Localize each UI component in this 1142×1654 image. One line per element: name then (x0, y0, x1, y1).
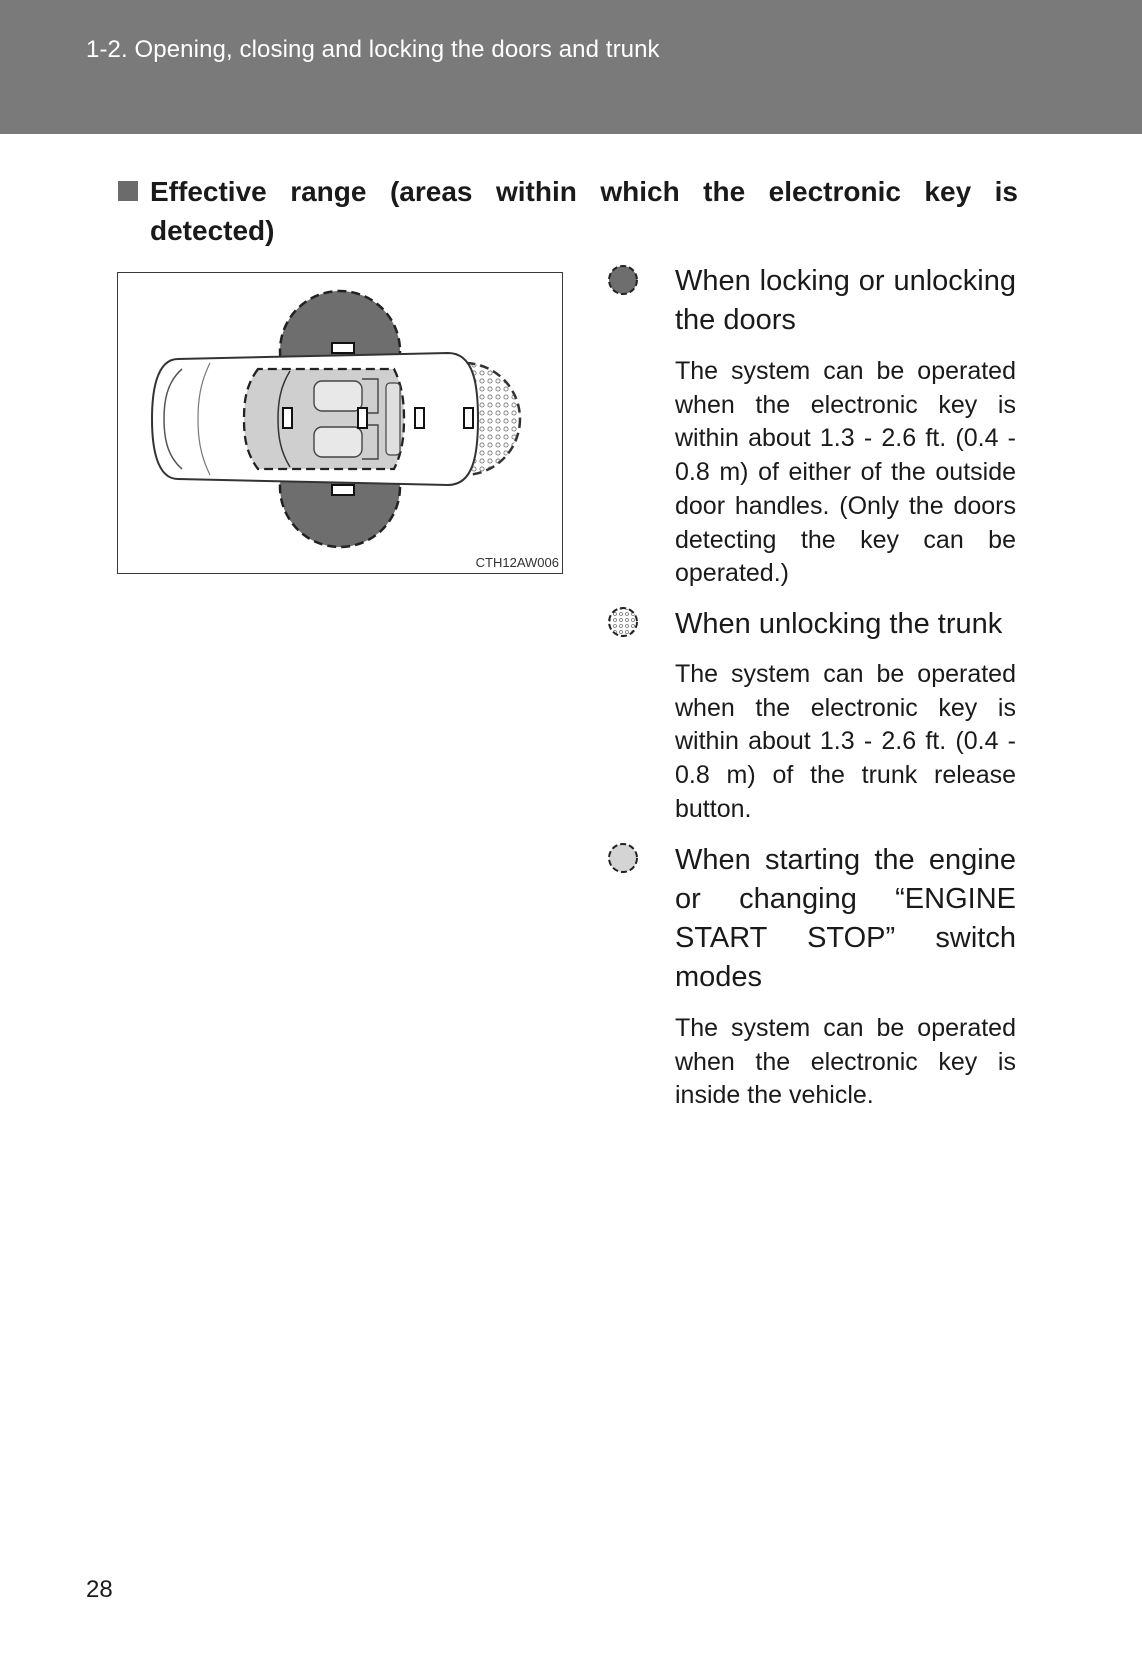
light-gray-circle-icon (606, 841, 640, 875)
antenna-left-door (332, 343, 354, 353)
item-body-lock-unlock: The system can be operated when the electronic key is within about 1.3 - 2.6 ft. (0.4 - 0.8 m) of either of the outside door handles. (Only the doors detecting the key can be operated.) (675, 357, 1016, 588)
item-body-trunk: The system can be operated when the electronic key is within about 1.3 - 2.6 ft. (0.4 - 0.8 m) of the trunk release button. (675, 660, 1016, 823)
solid-gray-circle-icon (606, 263, 640, 297)
effective-range-figure (117, 272, 563, 574)
figure-code: CTH12AW006 (475, 555, 559, 570)
item-title-engine: When starting the engine or changing “ENGINE START STOP” switch modes (675, 844, 1016, 993)
section-heading (118, 172, 1018, 250)
chapter-title: 1-2. Opening, closing and locking the doors and trunk (86, 36, 660, 63)
section-heading-text: Effective range (areas within which the electronic key is detected) (150, 176, 1018, 246)
item-title-lock-unlock: When locking or unlocking the doors (675, 265, 1016, 336)
item-title-trunk: When unlocking the trunk (675, 608, 1003, 640)
seat-left (314, 381, 362, 411)
antenna-right-door (332, 485, 354, 495)
dotted-circle-icon (606, 605, 640, 639)
page-header (0, 0, 1142, 134)
antenna-front (283, 408, 292, 428)
car-top-view-diagram (118, 273, 564, 575)
antenna-center (358, 408, 367, 428)
page-number: 28 (86, 1576, 113, 1603)
antenna-rear (415, 408, 424, 428)
antenna-trunk (464, 408, 473, 428)
square-bullet-icon (118, 181, 138, 201)
item-body-engine: The system can be operated when the electronic key is inside the vehicle. (675, 1014, 1016, 1110)
seat-right (314, 427, 362, 457)
